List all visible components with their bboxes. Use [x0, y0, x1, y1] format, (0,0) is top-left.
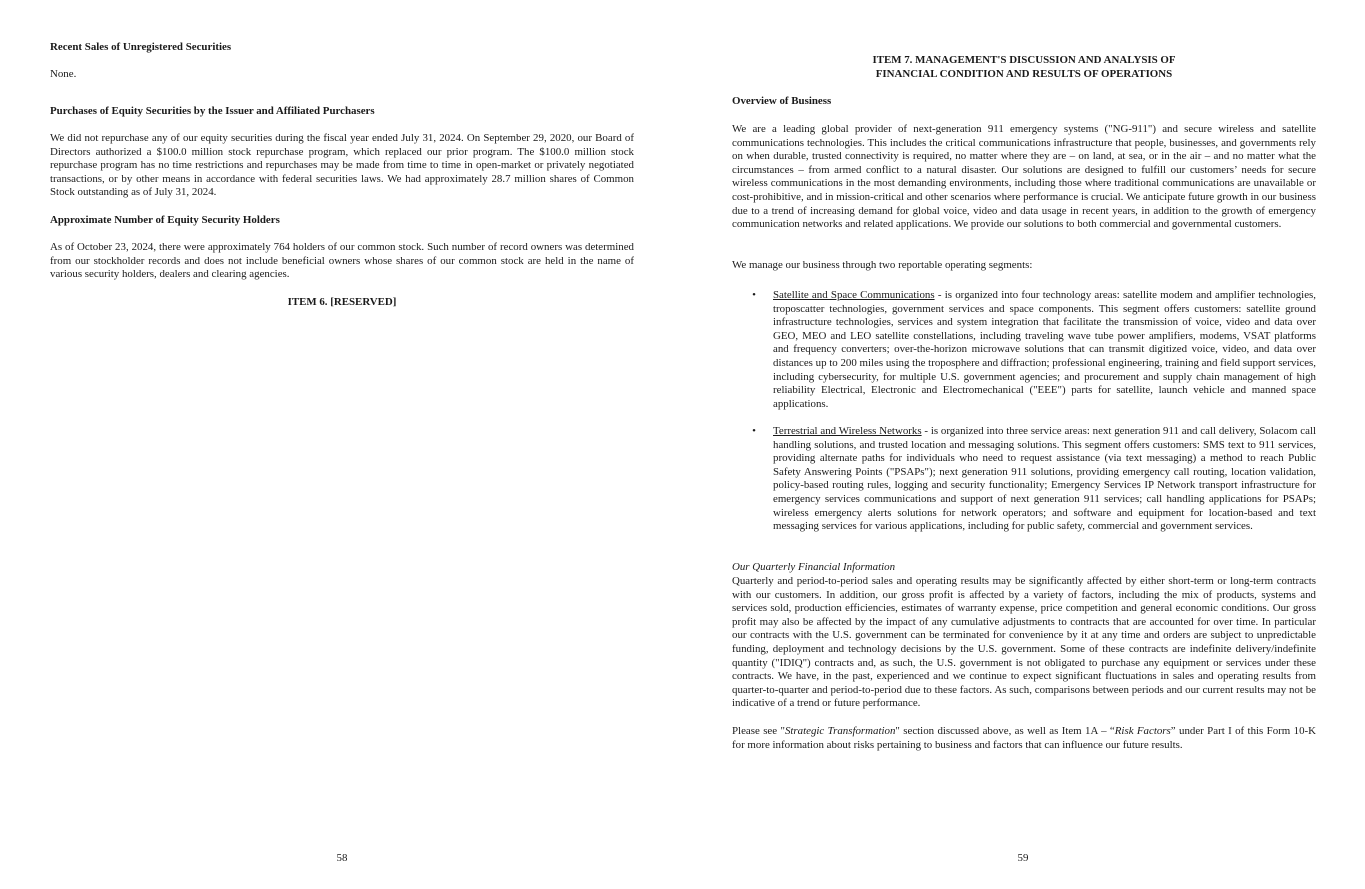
purchases-heading: Purchases of Equity Securities by the Issuer and Affiliated Purchasers — [50, 105, 375, 117]
bullet-icon: • — [752, 289, 756, 301]
holders-heading: Approximate Number of Equity Security Holders — [50, 214, 280, 226]
quarterly-heading: Our Quarterly Financial Information — [732, 561, 896, 573]
item7-title-line2: FINANCIAL CONDITION AND RESULTS OF OPERATIONS — [875, 67, 1173, 80]
segment-satellite-name: Satellite and Space Communications — [773, 289, 935, 301]
risk-factors-ref: Risk Factors — [1114, 725, 1171, 737]
closing-part3: ” under Part I of this Form 10-K for more information about risks pertaining to business and factors that can influence our future results. — [732, 725, 1317, 751]
strategic-transformation-ref: Strategic Transformation — [784, 725, 896, 737]
quarterly-body: Quarterly and period-to-period sales and operating results may be significantly affected by either short-term or long-term contracts with our customers. In addition, our gross profit is affected by a variety of factors, including the mix of products, systems and services sold, production efficiencies, estimates of warranty expense, price competition and general economic conditions. Our gross profit may also be affected by the impact of any cumulative adjustments to contracts that are accounted for over time. In particular our contracts with the U.S. government can be terminated for convenience by it at any time and orders are subject to unpredictable funding, deployment and technology decisions by the U.S. government. Some of these contracts are indefinite delivery/indefinite quantity ("IDIQ") contracts and, as such, the U.S. government is not obligated to purchase any equipment or services under these contracts. We have, in the past, experienced and we continue to expect significant fluctuations in sales and operating results from quarter-to-quarter and period-to-period due to these factors. As such, comparisons between periods and our current results may not be indicative of a trend or future performance. — [732, 575, 1316, 710]
recent-sales-heading: Recent Sales of Unregistered Securities — [50, 41, 232, 53]
segment-satellite — [773, 289, 1316, 411]
closing-paragraph — [732, 725, 1316, 752]
left-page — [0, 0, 682, 889]
segment-terrestrial-description: - is organized into three service areas: next generation 911 and call delivery, Solacom call handling solutions, and trusted location and messaging solutions. This segment offers customers: SMS text to 911 services, providing alternate paths for individuals who need to request assistance (via text messaging) a method to reach Public Safety Answering Points ("PSAPs"); next generation 911 solutions, providing emergency call routing, location validation, policy-based routing rules, logging and security functionality; Emergency Services IP Network transport infrastructure for emergency services communications and support of next generation 911 services; call handling applications for PSAPs; wireless emergency alerts solutions for network operators; and software and equipment for location-based and text messaging services for various applications, including for public safety, commercial and government services. — [773, 425, 1316, 533]
item7-title — [732, 54, 1316, 81]
closing-part1: Please see " — [732, 725, 785, 737]
overview-heading: Overview of Business — [732, 95, 832, 107]
right-page — [682, 0, 1365, 889]
bullet-icon: • — [752, 425, 756, 437]
segments-intro: We manage our business through two reportable operating segments: — [732, 259, 1033, 271]
segment-terrestrial-name: Terrestrial and Wireless Networks — [773, 425, 922, 437]
page-number: 58 — [336, 852, 348, 864]
purchases-body: We did not repurchase any of our equity securities during the fiscal year ended July 31, 2024. On September 29, 2020, our Board of Directors authorized a $100.0 million stock repurchase program, which replaced our prior program. The $100.0 million stock repurchase program has no time restrictions and repurchases may be made from time to time in open-market or privately negotiated transactions, or by other means in accordance with federal securities laws. We had approximately 28.7 million shares of Common Stock outstanding as of July 31, 2024. — [50, 132, 634, 199]
holders-body: As of October 23, 2024, there were approximately 764 holders of our common stock. Such number of record owners was determined from our stockholder records and does not include beneficial owners whose shares of our common stock are held in the name of various security holders, dealers and clearing agencies. — [50, 241, 634, 281]
page-number: 59 — [1017, 852, 1029, 864]
closing-part2: " section discussed above, as well as Item 1A – “ — [895, 725, 1115, 737]
overview-body: We are a leading global provider of next-generation 911 emergency systems ("NG-911") and secure wireless and satellite communications technologies. This includes the critical communications infrastructure that people, businesses, and governments rely on when durable, trusted connectivity is required, no matter where they are – on land, at sea, or in the air – and no matter what the circumstances – from armed conflict to a natural disaster. Our solutions are designed to fulfill our customers’ needs for secure wireless communications in the most demanding environments, including those where traditional communications are unavailable or cost-prohibitive, and in mission-critical and other scenarios where performance is crucial. We anticipate future growth in our business due to a trend of increasing demand for global voice, video and data usage in recent years, in addition to the growth of emergency communication networks and related applications. We provide our solutions to both commercial and governmental customers. — [732, 123, 1316, 231]
recent-sales-body: None. — [50, 68, 77, 80]
item7-title-line1: ITEM 7. MANAGEMENT'S DISCUSSION AND ANALYSIS OF — [872, 54, 1176, 66]
segment-satellite-description: - is organized into four technology areas: satellite modem and amplifier technologies, troposcatter technologies, government services and space components. This segment offers customers: satellite ground infrastructure technologies, services and system integration that facilitate the transmission of voice, video and data over GEO, MEO and LEO satellite constellations, including traveling wave tube power amplifiers, modems, VSAT platforms and frequency converters; over-the-horizon microwave solutions that can transmit digitized voice, video, and data over distances up to 200 miles using the troposphere and diffraction; professional engineering, training and field support services, including cybersecurity, for multiple U.S. government agencies; and procurement and supply chain management of high reliability Electrical, Electronic and Electromechanical ("EEE") parts for satellite, launch vehicle and manned space applications. — [773, 289, 1316, 410]
item6-heading: ITEM 6. [RESERVED] — [287, 296, 397, 308]
segment-terrestrial — [773, 425, 1316, 534]
